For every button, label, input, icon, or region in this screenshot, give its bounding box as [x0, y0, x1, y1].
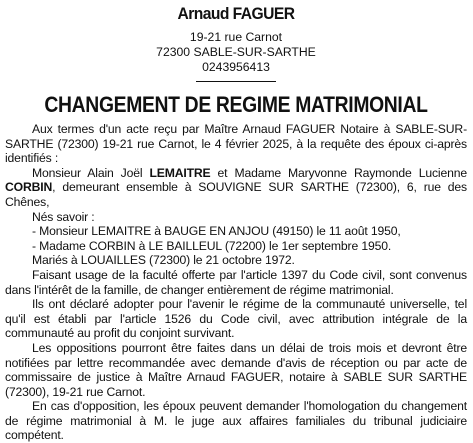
- marriage-line: Mariés à LOUAILLES (72300) le 21 octobre 1972.: [32, 253, 295, 268]
- notice-title: CHANGEMENT DE REGIME MATRIMONIAL: [44, 92, 428, 117]
- header-divider: [196, 81, 276, 82]
- phone-number: 0243956413: [202, 60, 270, 74]
- legal-notice-page: [0, 4, 473, 443]
- spouse-surname-1: LEMAITRE: [149, 165, 211, 180]
- spouses-text-mid: et Madame Maryvonne Raymonde Lucienne: [210, 165, 467, 180]
- births-label: Nés savoir :: [32, 209, 95, 224]
- address-street: 19-21 rue Carnot: [189, 30, 283, 44]
- paragraph-spouses: [5, 166, 467, 210]
- notary-name: Arnaud FAGUER: [177, 4, 295, 23]
- spouses-text-post: , demeurant ensemble à SOUVIGNE SUR SARTHE (72300), 6, rue des Chênes,: [5, 180, 467, 209]
- paragraph-oppositions: Les oppositions pourront être faites dans un délai de trois mois et devront être notifiées par lettre recommandée avec demande d'avis de réception ou par acte de commissaire de justice à Maître Arnaud FAGUER, notaire à SABLE SUR SARTHE (72300), 19-21 rue Carnot.: [5, 340, 467, 399]
- paragraph-faculty: Faisant usage de la faculté offerte par l'article 1397 du Code civil, sont convenus dans l'intérêt de la famille, de changer entièrement de régime matrimonial.: [5, 267, 467, 297]
- birth-line-1: - Monsieur LEMAITRE à BAUGE EN ANJOU (49150) le 11 août 1950,: [32, 224, 401, 239]
- notary-address-block: [5, 30, 467, 75]
- paragraph-homologation: En cas d'opposition, les époux peuvent demander l'homologation du changement de régime matrimonial à M. le juge aux affaires familiales du tribunal judiciaire compétent.: [5, 399, 467, 443]
- address-city: 72300 SABLE-SUR-SARTHE: [156, 45, 316, 59]
- paragraph-regime: Ils ont déclaré adopter pour l'avenir le régime de la communauté universelle, tel qu'il est établi par l'article 1526 du Code civil, avec attribution intégrale de la communauté au profit du conjoint survivant.: [5, 297, 467, 341]
- spouse-surname-2: CORBIN: [5, 180, 53, 195]
- birth-line-2: - Madame CORBIN à LE BAILLEUL (72200) le 1er septembre 1950.: [32, 238, 392, 253]
- notice-body: [5, 122, 467, 443]
- spouses-text-pre: Monsieur Alain Joël: [32, 165, 150, 180]
- paragraph-deed: Aux termes d'un acte reçu par Maître Arnaud FAGUER Notaire à SABLE-SUR-SARTHE (72300) 19-21 rue Carnot, le 4 février 2025, à la requête des époux ci-après identifiés :: [5, 122, 467, 166]
